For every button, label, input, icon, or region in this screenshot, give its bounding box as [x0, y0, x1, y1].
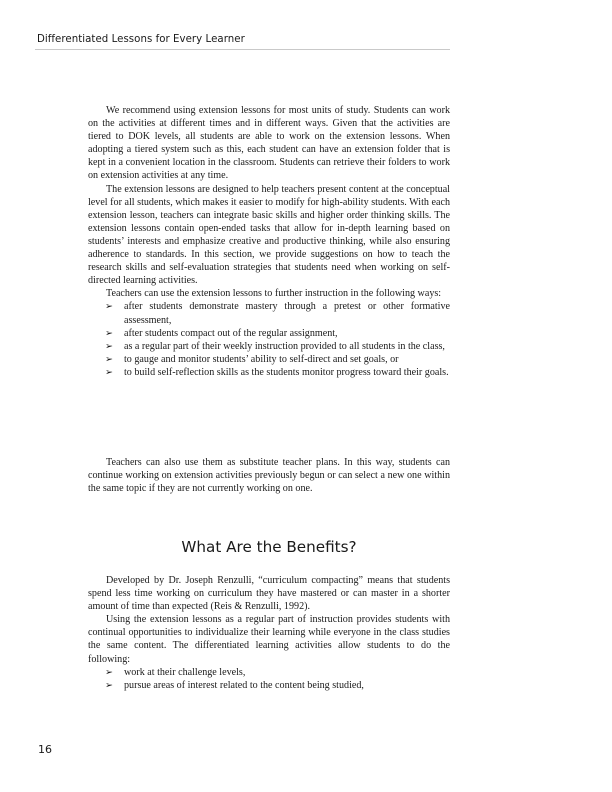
paragraph: Teachers can use the extension lessons to further instruction in the following ways: [106, 288, 442, 300]
page-number: 16 [38, 743, 52, 756]
bullet-text: to build self-reflection skills as the students monitor progress toward their goals. [124, 366, 449, 378]
bullet-item [88, 366, 450, 379]
arrow-bullet-icon: ➢ [105, 666, 113, 678]
bullet-text: after students demonstrate mastery through a pretest or other formative assessment, [124, 301, 450, 326]
paragraph: Teachers can also use them as substitute teacher plans. In this way, students can continue working on extension activities previously begun or can select a new one within the same topic if they are not currently working on one. [88, 457, 450, 495]
bullet-text: work at their challenge levels, [124, 666, 246, 678]
arrow-bullet-icon: ➢ [105, 353, 113, 365]
paragraph: We recommend using extension lessons for most units of study. Students can work on the activities at different times and in different ways. Given that the activities are tiered to DOK levels, all students are able to work on the extension lessons. When adopting a tiered system such as this, each student can have an extension folder that is kept in a convenient location in the classroom. Students can retrieve their folders to work on extension activities at any time. [88, 105, 450, 182]
arrow-bullet-icon: ➢ [105, 679, 113, 691]
bullet-list [88, 666, 450, 692]
section-heading: What Are the Benefits? [181, 538, 357, 556]
bullet-text: as a regular part of their weekly instruction provided to all students in the class, [124, 340, 445, 352]
bullet-text: pursue areas of interest related to the content being studied, [124, 679, 364, 691]
paragraph: The extension lessons are designed to help teachers present content at the conceptual level for all students, which makes it easier to modify for high-ability students. With each extension lesson, teachers can integrate basic skills and higher order thinking skills. The extension lessons contain open-ended tasks that allow for in-depth learning based on students’ interests and emphasize creative and productive thinking, while also ensuring adherence to standards. In this section, we provide suggestions on how to teach the research skills and self-evaluation strategies that students need when working on self-directed learning activities. [88, 183, 450, 287]
bullet-text: to gauge and monitor students’ ability to self-direct and set goals, or [124, 353, 399, 365]
bullet-item [88, 353, 450, 366]
arrow-bullet-icon: ➢ [105, 327, 113, 339]
arrow-bullet-icon: ➢ [105, 340, 113, 352]
arrow-bullet-icon: ➢ [105, 366, 113, 378]
bullet-item [88, 679, 450, 692]
bullet-item [88, 666, 450, 679]
paragraph: Developed by Dr. Joseph Renzulli, “curriculum compacting” means that students spend less time working on curriculum they have mastered or can master in a shorter amount of time than expected (Reis & Renzulli, 1992). [88, 575, 450, 613]
arrow-bullet-icon: ➢ [105, 301, 113, 313]
closing-text-block [88, 456, 450, 495]
bullet-item [88, 327, 450, 340]
benefits-text-block [88, 574, 450, 692]
bullet-list [88, 300, 450, 379]
bullet-item [88, 340, 450, 353]
running-head: Differentiated Lessons for Every Learner [37, 34, 245, 45]
paragraph: Using the extension lessons as a regular part of instruction provides students with continual opportunities to individualize their learning while everyone in the class studies the same content. The differentiated learning activities allow students to do the following: [88, 614, 450, 665]
header-rule [35, 49, 450, 50]
intro-text-block [88, 104, 450, 379]
bullet-item [88, 300, 450, 326]
bullet-text: after students compact out of the regular assignment, [124, 327, 338, 339]
